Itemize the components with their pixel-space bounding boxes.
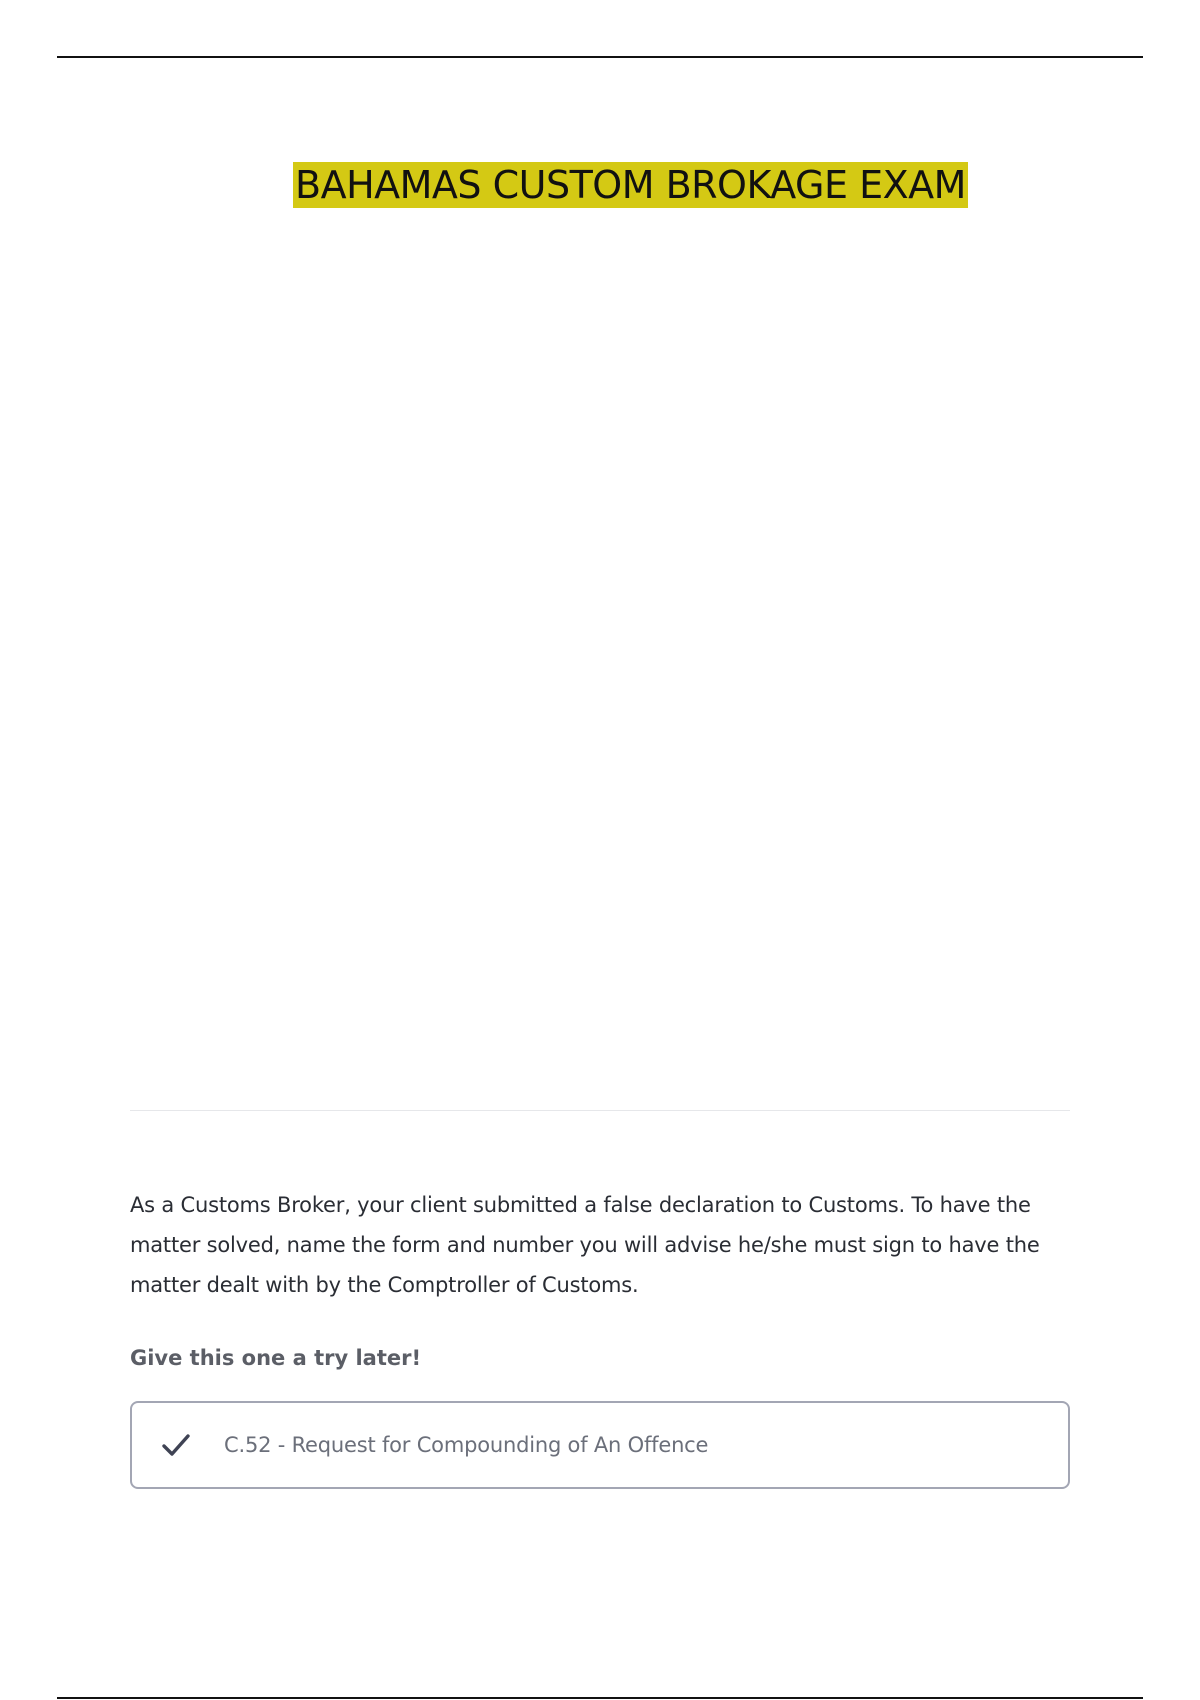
title-block: [293, 162, 968, 208]
bottom-rule: [57, 1697, 1143, 1699]
top-rule: [57, 56, 1143, 58]
answer-option[interactable]: [130, 1401, 1070, 1489]
answer-text: C.52 - Request for Compounding of An Offence: [224, 1433, 709, 1457]
checkmark-icon: [158, 1427, 194, 1463]
hint-text: Give this one a try later!: [130, 1346, 422, 1370]
question-text: As a Customs Broker, your client submitted a false declaration to Customs. To have the matter solved, name the form and number you will advise he/she must sign to have the matter dealt with by the Comptroller of Customs.: [130, 1193, 1040, 1297]
document-title: BAHAMAS CUSTOM BROKAGE EXAM: [295, 163, 966, 207]
section-divider: [130, 1110, 1070, 1111]
